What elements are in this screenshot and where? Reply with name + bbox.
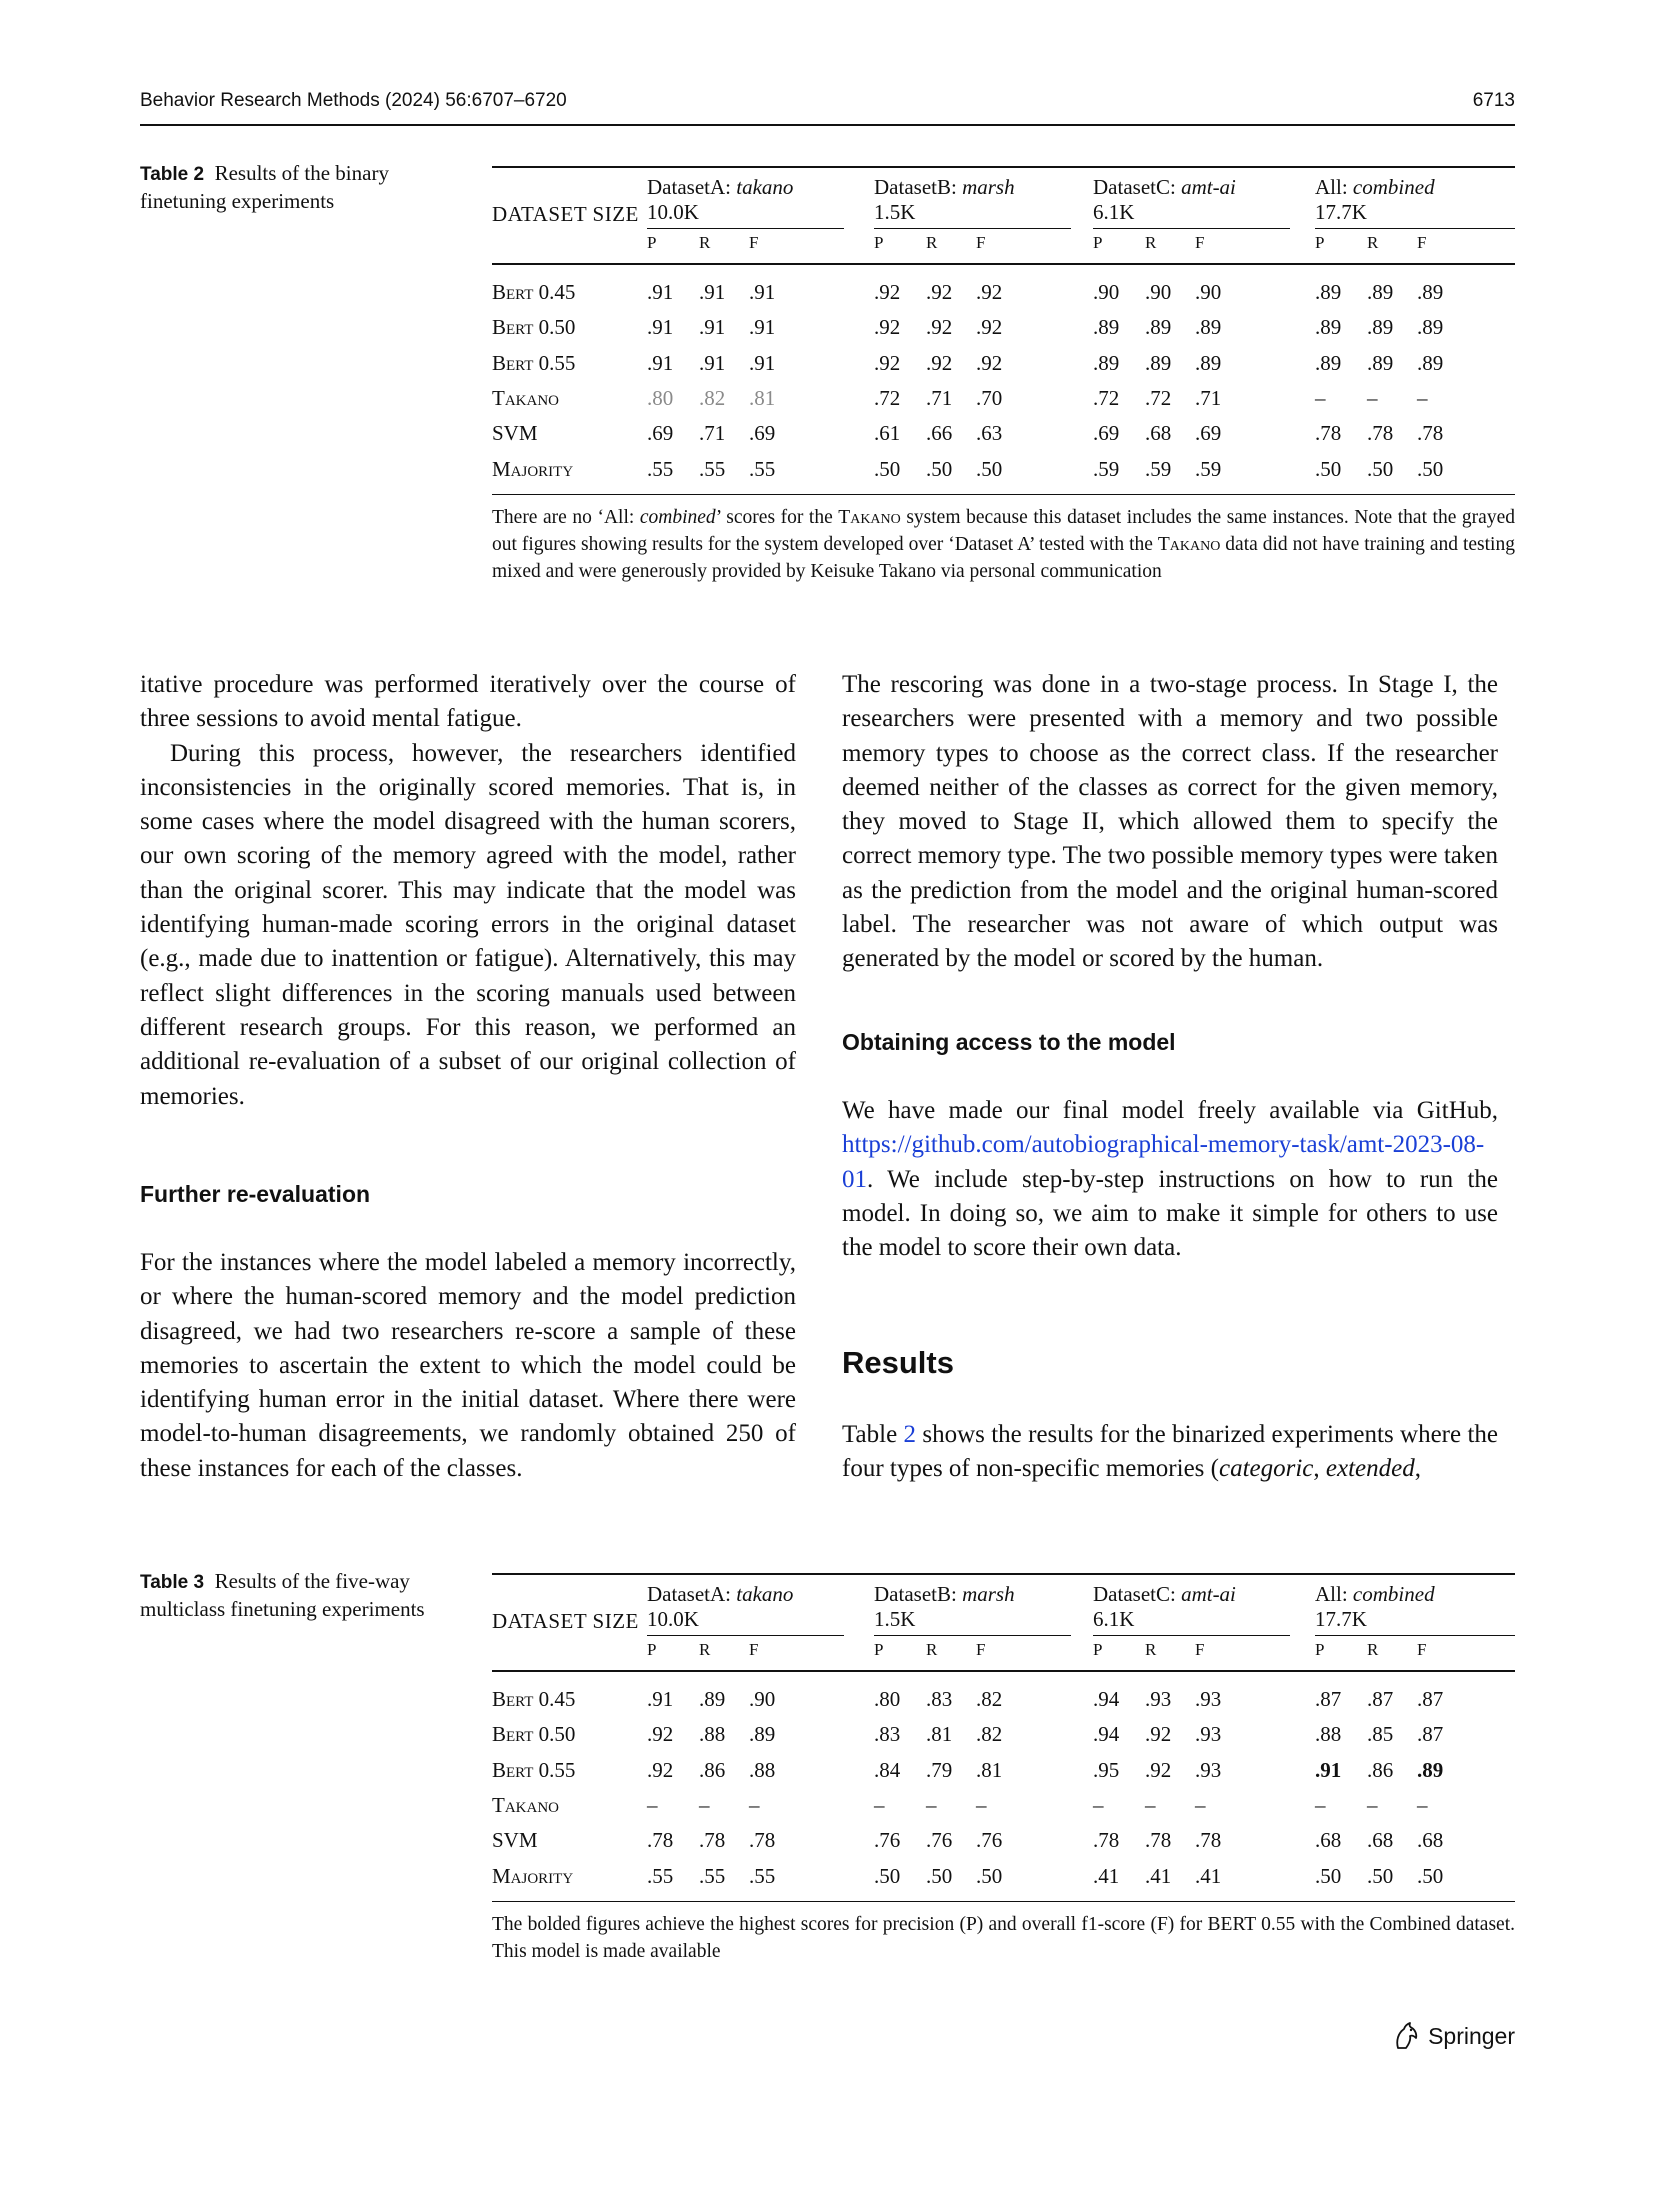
table3-row-4-value-11: .68 <box>1417 1828 1444 1853</box>
table3-row-2-value-10: .86 <box>1367 1757 1394 1782</box>
table2-row-0-value-8: .90 <box>1195 280 1222 304</box>
table2-row-5-value-8: .59 <box>1195 456 1222 481</box>
table3-group-0-rule <box>647 1635 844 1636</box>
table3-row-3-value-5: – <box>976 1792 987 1817</box>
table2-row-1-value-6: .89 <box>1093 315 1120 340</box>
table2-row-5-value-4: .50 <box>926 456 953 481</box>
table3-row-4-value-7: .78 <box>1145 1828 1172 1853</box>
section-heading-further-re-evaluation: Further re-evaluation <box>140 1181 371 1207</box>
table2-row-0-value-11: .89 <box>1417 280 1444 304</box>
table2-row-4-value-0: .69 <box>647 421 674 446</box>
table2-row-2-value-8: .89 <box>1195 350 1222 375</box>
table3-row-1-value-10: .85 <box>1367 1722 1394 1747</box>
table2-row-4-value-8: .69 <box>1195 421 1222 446</box>
table3-group-0-size: 10.0K <box>647 1607 699 1631</box>
table3-row-1-value-0: .92 <box>647 1722 674 1747</box>
table3-row-0-value-2: .90 <box>749 1687 776 1711</box>
table3-row-2-label: Bert 0.55 <box>492 1757 576 1782</box>
table2-metric-2-P: P <box>1093 233 1103 252</box>
table2-row-1-value-10: .89 <box>1367 315 1394 340</box>
table3-row-0-value-11: .87 <box>1417 1687 1444 1711</box>
table2-row-1-value-3: .92 <box>874 315 901 340</box>
table3-group-2-italic: amt-ai <box>1181 1582 1236 1606</box>
table3-row-2-value-9: .91 <box>1315 1757 1342 1782</box>
table2-row-3-value-10: – <box>1367 385 1378 410</box>
table3-row-0-value-9: .87 <box>1315 1687 1342 1711</box>
table3-row-4-value-2: .78 <box>749 1828 776 1853</box>
table2-row-5-value-0: .55 <box>647 456 674 481</box>
table2-row-1-value-8: .89 <box>1195 315 1222 340</box>
right-paragraph-3 <box>842 1418 1498 1487</box>
table3-row-3-value-11: – <box>1417 1792 1428 1817</box>
table2-row-2-value-9: .89 <box>1315 350 1342 375</box>
table2-top-rule <box>492 166 1515 168</box>
left-paragraph-2: During this process, however, the researchers identified inconsistencies in the originally scored memories. That is, in some cases where the model disagreed with the human scorers, our own scoring of the memory agreed with the model, rather than the original scorer. This may indicate that the model was identifying human-made scoring errors in the original dataset (e.g., made due to inattention or fatigue). Alternatively, this may reflect slight differences in the scoring manuals used between different research groups. For this reason, we performed an additional re-evaluation of a subset of our original collection of memories. <box>140 739 796 1110</box>
table3-row-2-value-6: .95 <box>1093 1757 1120 1782</box>
table3-row-1-value-9: .88 <box>1315 1722 1342 1747</box>
table3-metric-1-F: F <box>976 1640 986 1659</box>
table2-group-0-rule <box>647 228 844 229</box>
table2-row-5-value-11: .50 <box>1417 456 1444 481</box>
table2-row-4-value-5: .63 <box>976 421 1003 446</box>
table3-row-2-value-8: .93 <box>1195 1757 1222 1782</box>
table-3 <box>492 1573 1515 1973</box>
table3-header-rule <box>492 1670 1515 1672</box>
table2-row-1-value-1: .91 <box>699 315 726 340</box>
table-2 <box>492 166 1515 626</box>
table3-row-2-value-1: .86 <box>699 1757 726 1782</box>
table3-row-2-value-3: .84 <box>874 1757 901 1782</box>
table2-row-4-value-10: .78 <box>1367 421 1394 446</box>
table3-metric-0-F: F <box>749 1640 759 1659</box>
table2-group-0-name <box>647 174 793 200</box>
table3-metric-0-P: P <box>647 1640 657 1659</box>
table3-row-5-value-5: .50 <box>976 1863 1003 1888</box>
table3-row-4-value-8: .78 <box>1195 1828 1222 1853</box>
table3-group-2-name <box>1093 1581 1236 1607</box>
table-3-caption-text: Results of the five-way multiclass finetuning experiments <box>140 1569 425 1621</box>
table2-row-2-value-6: .89 <box>1093 350 1120 375</box>
right-paragraph-2-text-b: . We include step-by-step instructions on how to run the model. In doing so, we aim to make it simple for others to use the model to score their own data. <box>842 1165 1498 1262</box>
table2-footnote <box>492 504 1515 585</box>
table2-row-1-value-2: .91 <box>749 315 776 340</box>
table3-row-0-value-5: .82 <box>976 1687 1003 1711</box>
table2-group-3-italic: combined <box>1352 175 1435 199</box>
table2-row-3-value-4: .71 <box>926 385 953 410</box>
table-2-reference-link[interactable]: 2 <box>903 1421 917 1448</box>
table2-footnote-part-0: There are no ‘All: <box>492 506 640 528</box>
table2-metric-1-F: F <box>976 233 986 252</box>
table3-metric-2-F: F <box>1195 1640 1205 1659</box>
table3-row-5-value-7: .41 <box>1145 1863 1172 1888</box>
table3-row-1-value-1: .88 <box>699 1722 726 1747</box>
table2-row-2-value-0: .91 <box>647 350 674 375</box>
table3-row-1-value-6: .94 <box>1093 1722 1120 1747</box>
left-column <box>140 668 796 1114</box>
table2-metric-2-F: F <box>1195 233 1205 252</box>
table2-group-2-rule <box>1093 228 1290 229</box>
table3-row-0-value-3: .80 <box>874 1687 901 1711</box>
table2-row-2-value-1: .91 <box>699 350 726 375</box>
table3-group-1-size: 1.5K <box>874 1607 916 1631</box>
table3-group-3-name <box>1315 1581 1435 1607</box>
table2-row-3-value-3: .72 <box>874 385 901 410</box>
table3-row-3-value-7: – <box>1145 1792 1156 1817</box>
table2-footnote-part-6: data did not have training and testing mixed and were generously provided by Keisuke Takano via personal communication <box>492 533 1515 582</box>
table2-group-2-size: 6.1K <box>1093 200 1135 224</box>
table2-footnote-part-4: system because this dataset includes the same instances. Note that the grayed out figures showing results for the system developed over ‘Dataset A’ tested with the <box>492 506 1515 555</box>
table2-row-2-value-10: .89 <box>1367 350 1394 375</box>
table2-row-2-label: Bert 0.55 <box>492 350 576 375</box>
table3-row-2-value-5: .81 <box>976 1757 1003 1782</box>
table2-group-0-italic: takano <box>736 175 794 199</box>
table2-row-4-value-2: .69 <box>749 421 776 446</box>
table3-row-1-value-7: .92 <box>1145 1722 1172 1747</box>
table-2-label: Table 2 <box>140 164 205 185</box>
table3-group-1-name <box>874 1581 1015 1607</box>
table2-row-5-value-2: .55 <box>749 456 776 481</box>
table2-footnote-part-3: Takano <box>838 506 901 528</box>
section-heading-obtaining-access: Obtaining access to the model <box>842 1029 1176 1055</box>
table2-group-1-rule <box>874 228 1071 229</box>
table2-group-2-name <box>1093 174 1236 200</box>
table3-group-3-rule <box>1315 1635 1515 1636</box>
table2-row-0-value-10: .89 <box>1367 280 1394 304</box>
table2-row-0-value-4: .92 <box>926 280 953 304</box>
table2-group-0-prefix: DatasetA: <box>647 175 737 199</box>
table3-row-2-value-0: .92 <box>647 1757 674 1782</box>
right-paragraph-2-text-a: We have made our final model freely available via GitHub, <box>842 1097 1498 1124</box>
table2-metric-3-F: F <box>1417 233 1427 252</box>
table2-row-4-value-9: .78 <box>1315 421 1342 446</box>
results-italic-categoric: categoric <box>1218 1455 1314 1483</box>
table3-row-5-value-10: .50 <box>1367 1863 1394 1888</box>
table3-row-1-value-3: .83 <box>874 1722 901 1747</box>
results-text-c: , <box>1313 1455 1326 1483</box>
table2-row-3-value-0: .80 <box>647 385 674 410</box>
results-text-b: shows the results for the binarized experiments where the four types of non-specific memories ( <box>842 1421 1498 1483</box>
results-text-a: Table <box>842 1421 904 1448</box>
table3-row-5-value-4: .50 <box>926 1863 953 1888</box>
table2-metric-1-R: R <box>926 233 938 252</box>
table3-row-4-value-0: .78 <box>647 1828 674 1853</box>
table3-group-3-size: 17.7K <box>1315 1607 1367 1631</box>
table2-row-3-value-5: .70 <box>976 385 1003 410</box>
table2-metric-3-P: P <box>1315 233 1325 252</box>
springer-logo <box>1392 2021 1515 2051</box>
table3-row-3-value-9: – <box>1315 1792 1326 1817</box>
table3-row-0-value-6: .94 <box>1093 1687 1120 1711</box>
table3-row-5-value-2: .55 <box>749 1863 776 1888</box>
table2-group-0-size: 10.0K <box>647 200 699 224</box>
table2-header-rule <box>492 263 1515 265</box>
table3-row-4-value-5: .76 <box>976 1828 1003 1853</box>
table2-footnote-part-5: Takano <box>1157 533 1221 555</box>
table2-row-0-value-0: .91 <box>647 280 674 304</box>
section-heading-results: Results <box>842 1345 954 1380</box>
table3-row-3-value-8: – <box>1195 1792 1206 1817</box>
table3-metric-3-F: F <box>1417 1640 1427 1659</box>
table3-row-3-value-1: – <box>699 1792 710 1817</box>
table3-row-5-value-8: .41 <box>1195 1863 1222 1888</box>
table2-row-3-label: Takano <box>492 385 559 410</box>
table2-row-1-value-4: .92 <box>926 315 953 340</box>
page-number: 6713 <box>1472 90 1515 111</box>
table3-row-5-value-0: .55 <box>647 1863 674 1888</box>
table3-row-1-value-11: .87 <box>1417 1722 1444 1747</box>
table3-row-0-value-0: .91 <box>647 1687 674 1711</box>
table3-row-3-value-0: – <box>647 1792 658 1817</box>
table3-metric-1-R: R <box>926 1640 938 1659</box>
table3-row-5-value-9: .50 <box>1315 1863 1342 1888</box>
table2-metric-0-R: R <box>699 233 711 252</box>
table3-row-1-value-5: .82 <box>976 1722 1003 1747</box>
table3-group-2-prefix: DatasetC: <box>1093 1582 1182 1606</box>
table2-row-2-value-7: .89 <box>1145 350 1172 375</box>
table3-row-5-value-6: .41 <box>1093 1863 1120 1888</box>
table2-bottom-rule <box>492 494 1515 496</box>
table3-row-4-value-1: .78 <box>699 1828 726 1853</box>
table3-row-0-label: Bert 0.45 <box>492 1687 576 1711</box>
table3-metric-1-P: P <box>874 1640 884 1659</box>
table2-row-3-value-11: – <box>1417 385 1428 410</box>
table2-row-4-value-1: .71 <box>699 421 726 446</box>
table3-row-4-value-4: .76 <box>926 1828 953 1853</box>
table2-row-0-value-9: .89 <box>1315 280 1342 304</box>
table2-row-4-value-6: .69 <box>1093 421 1120 446</box>
right-paragraph-2 <box>842 1094 1498 1265</box>
table2-group-1-size: 1.5K <box>874 200 916 224</box>
table3-bottom-rule <box>492 1901 1515 1903</box>
table3-row-2-value-11: .89 <box>1417 1757 1444 1782</box>
springer-wordmark: Springer <box>1428 2022 1515 2049</box>
table3-row-5-value-1: .55 <box>699 1863 726 1888</box>
table3-row-3-value-3: – <box>874 1792 885 1817</box>
table2-row-0-label: Bert 0.45 <box>492 280 576 304</box>
table3-group-3-prefix: All: <box>1315 1582 1353 1606</box>
header-rule <box>140 124 1515 126</box>
results-text-d: , <box>1414 1455 1421 1483</box>
table2-row-4-value-7: .68 <box>1145 421 1172 446</box>
table2-row-5-value-1: .55 <box>699 456 726 481</box>
table3-row-4-value-9: .68 <box>1315 1828 1342 1853</box>
left-paragraph-1: itative procedure was performed iteratively over the course of three sessions to avoid mental fatigue. <box>140 671 796 733</box>
table3-group-0-name <box>647 1581 793 1607</box>
table3-row-1-value-8: .93 <box>1195 1722 1222 1747</box>
table3-row-3-value-4: – <box>926 1792 937 1817</box>
table2-row-1-value-9: .89 <box>1315 315 1342 340</box>
table2-row-3-value-7: .72 <box>1145 385 1172 410</box>
table2-dataset-size-label: DATASET SIZE <box>492 202 639 226</box>
right-paragraph-1: The rescoring was done in a two-stage process. In Stage I, the researchers were presented with a memory and two possible memory types to choose as the correct class. If the researcher deemed neither of the classes as correct for the given memory, they moved to Stage II, which allowed them to specify the correct memory type. The two possible memory types were taken as the prediction from the model and the original human-scored label. The researcher was not aware of which output was generated by the model or scored by the human. <box>842 671 1498 973</box>
table3-row-0-value-1: .89 <box>699 1687 726 1711</box>
table2-row-2-value-5: .92 <box>976 350 1003 375</box>
table2-row-0-value-5: .92 <box>976 280 1003 304</box>
table2-row-2-value-2: .91 <box>749 350 776 375</box>
table2-row-1-value-11: .89 <box>1417 315 1444 340</box>
table3-group-2-size: 6.1K <box>1093 1607 1135 1631</box>
table3-metric-2-P: P <box>1093 1640 1103 1659</box>
results-italic-extended: extended <box>1325 1455 1415 1483</box>
table2-row-5-value-6: .59 <box>1093 456 1120 481</box>
table2-group-1-prefix: DatasetB: <box>874 175 963 199</box>
table2-metric-0-P: P <box>647 233 657 252</box>
table3-group-3-italic: combined <box>1352 1582 1435 1606</box>
table2-row-4-value-11: .78 <box>1417 421 1444 446</box>
left-column-lower <box>140 1246 796 1486</box>
table3-row-4-value-6: .78 <box>1093 1828 1120 1853</box>
table2-row-4-value-3: .61 <box>874 421 901 446</box>
table2-row-2-value-3: .92 <box>874 350 901 375</box>
table3-row-5-value-3: .50 <box>874 1863 901 1888</box>
table3-row-0-value-7: .93 <box>1145 1687 1172 1711</box>
table3-group-1-italic: marsh <box>962 1582 1015 1606</box>
table2-row-3-value-8: .71 <box>1195 385 1222 410</box>
table2-footnote-part-2: ’ scores for the <box>715 506 839 528</box>
table3-row-1-value-2: .89 <box>749 1722 776 1747</box>
table2-group-3-rule <box>1315 228 1515 229</box>
springer-horse-icon <box>1392 2021 1420 2051</box>
table2-row-0-value-7: .90 <box>1145 280 1172 304</box>
table-2-caption <box>140 160 440 215</box>
table2-row-3-value-2: .81 <box>749 385 776 410</box>
table3-row-1-label: Bert 0.50 <box>492 1722 576 1747</box>
table2-group-3-name <box>1315 174 1435 200</box>
table3-row-3-value-10: – <box>1367 1792 1378 1817</box>
journal-citation: Behavior Research Methods (2024) 56:6707–6720 <box>140 90 567 111</box>
table2-row-4-label: SVM <box>492 421 538 446</box>
table2-group-3-prefix: All: <box>1315 175 1353 199</box>
table3-row-4-value-3: .76 <box>874 1828 901 1853</box>
table3-group-1-rule <box>874 1635 1071 1636</box>
table2-group-2-italic: amt-ai <box>1181 175 1236 199</box>
table-2-caption-text: Results of the binary finetuning experiments <box>140 161 389 213</box>
table3-group-0-prefix: DatasetA: <box>647 1582 737 1606</box>
table3-row-5-label: Majority <box>492 1863 574 1888</box>
table3-metric-3-P: P <box>1315 1640 1325 1659</box>
table2-row-5-value-5: .50 <box>976 456 1003 481</box>
table2-row-1-label: Bert 0.50 <box>492 315 576 340</box>
table2-row-5-value-3: .50 <box>874 456 901 481</box>
table2-row-5-value-7: .59 <box>1145 456 1172 481</box>
table2-group-2-prefix: DatasetC: <box>1093 175 1182 199</box>
table3-row-0-value-10: .87 <box>1367 1687 1394 1711</box>
table3-group-1-prefix: DatasetB: <box>874 1582 963 1606</box>
github-link[interactable]: https://github.com/autobiographical-memory-task/amt-2023-08-01 <box>842 1131 1485 1193</box>
table-3-caption <box>140 1568 440 1623</box>
table3-metric-0-R: R <box>699 1640 711 1659</box>
table2-row-3-value-6: .72 <box>1093 385 1120 410</box>
table3-top-rule <box>492 1573 1515 1575</box>
table2-row-0-value-3: .92 <box>874 280 901 304</box>
table2-metric-3-R: R <box>1367 233 1379 252</box>
table3-row-3-value-2: – <box>749 1792 760 1817</box>
table3-row-0-value-8: .93 <box>1195 1687 1222 1711</box>
table2-row-3-value-1: .82 <box>699 385 726 410</box>
table-3-label: Table 3 <box>140 1572 205 1593</box>
table2-row-0-value-2: .91 <box>749 280 776 304</box>
table2-row-0-value-1: .91 <box>699 280 726 304</box>
table3-row-3-label: Takano <box>492 1792 559 1817</box>
table2-metric-1-P: P <box>874 233 884 252</box>
table2-row-1-value-5: .92 <box>976 315 1003 340</box>
left-paragraph-3: For the instances where the model labeled a memory incorrectly, or where the human-scored memory and the model prediction disagreed, we had two researchers re-score a sample of these memories to ascertain the extent to which the model could be identifying human error in the initial dataset. Where there were model-to-human disagreements, we randomly obtained 250 of these instances for each of the classes. <box>140 1249 796 1482</box>
table2-footnote-part-1: combined <box>639 506 716 528</box>
table3-row-0-value-4: .83 <box>926 1687 953 1711</box>
table3-row-1-value-4: .81 <box>926 1722 953 1747</box>
table3-metric-2-R: R <box>1145 1640 1157 1659</box>
table3-footnote: The bolded figures achieve the highest scores for precision (P) and overall f1-score (F) for BERT 0.55 with the Combined dataset. This model is made available <box>492 1913 1515 1962</box>
table2-row-2-value-11: .89 <box>1417 350 1444 375</box>
table3-row-4-label: SVM <box>492 1828 538 1853</box>
table3-group-2-rule <box>1093 1635 1290 1636</box>
table2-row-4-value-4: .66 <box>926 421 953 446</box>
table2-row-1-value-7: .89 <box>1145 315 1172 340</box>
table2-group-3-size: 17.7K <box>1315 200 1367 224</box>
table2-row-5-label: Majority <box>492 456 574 481</box>
table2-row-5-value-9: .50 <box>1315 456 1342 481</box>
table3-dataset-size-label: DATASET SIZE <box>492 1609 639 1633</box>
table3-row-2-value-4: .79 <box>926 1757 953 1782</box>
running-header <box>140 90 1515 126</box>
right-column <box>842 668 1498 977</box>
table3-group-0-italic: takano <box>736 1582 794 1606</box>
table3-row-2-value-2: .88 <box>749 1757 776 1782</box>
table2-row-0-value-6: .90 <box>1093 280 1120 304</box>
table2-row-1-value-0: .91 <box>647 315 674 340</box>
table3-row-2-value-7: .92 <box>1145 1757 1172 1782</box>
table2-group-1-italic: marsh <box>962 175 1015 199</box>
table2-metric-2-R: R <box>1145 233 1157 252</box>
table3-row-4-value-10: .68 <box>1367 1828 1394 1853</box>
table2-row-2-value-4: .92 <box>926 350 953 375</box>
table2-group-1-name <box>874 174 1015 200</box>
table2-metric-0-F: F <box>749 233 759 252</box>
table3-row-3-value-6: – <box>1093 1792 1104 1817</box>
table3-metric-3-R: R <box>1367 1640 1379 1659</box>
table3-row-5-value-11: .50 <box>1417 1863 1444 1888</box>
table2-row-3-value-9: – <box>1315 385 1326 410</box>
table2-row-5-value-10: .50 <box>1367 456 1394 481</box>
